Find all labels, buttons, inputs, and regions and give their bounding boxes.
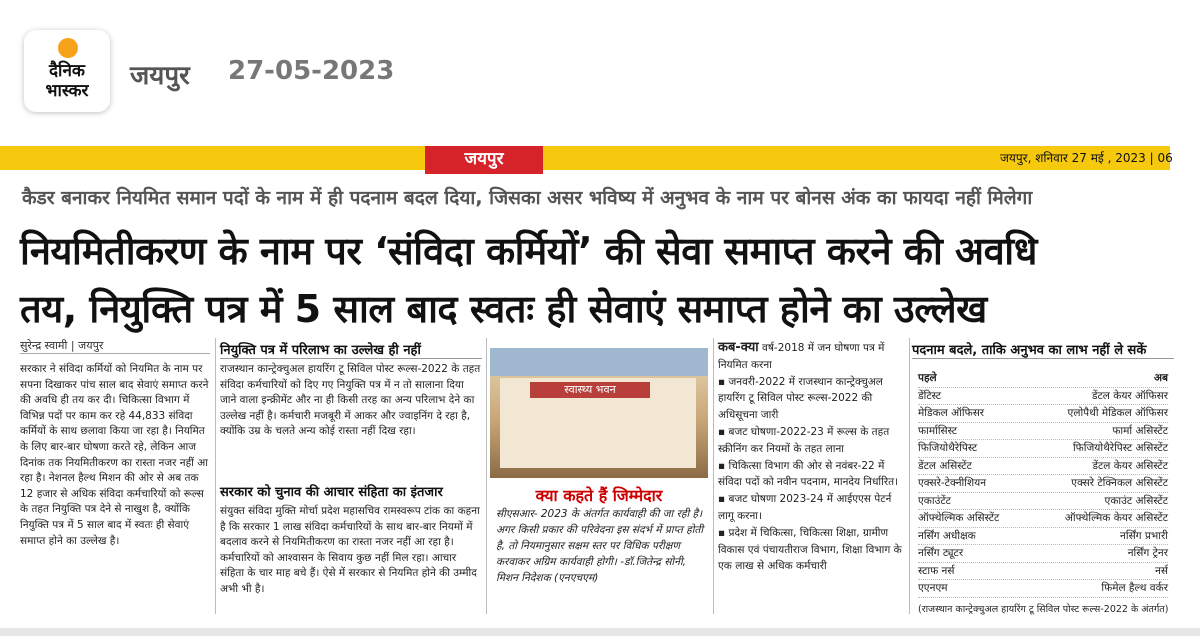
designation-before: एकाउंटेंट xyxy=(918,494,951,507)
timeline-item: चिकित्सा विभाग की ओर से नवंबर-22 में संविदा पदों को नवीन पदनाम, मानदेय निर्धारित। xyxy=(718,459,899,489)
table-header xyxy=(918,370,1168,388)
header-after: अब xyxy=(1153,372,1168,384)
table-row xyxy=(918,475,1168,493)
designation-after: फिजियोथैरेपिस्ट असिस्टेंट xyxy=(1072,442,1168,454)
column-divider xyxy=(909,338,910,614)
edition-date: 27-05-2023 xyxy=(228,56,395,86)
timeline-item: बजट घोषणा-2022-23 में रूल्स के तहत स्क्रीनिंग कर नियमों के तहत लाना xyxy=(718,425,890,455)
subhead-code-of-conduct: सरकार को चुनाव की आचार संहिता का इंतजार xyxy=(220,485,443,500)
table-note: (राजस्थान कान्ट्रेक्चुअल हायरिंग टू सिविल पोस्ट रूल्स-2022 के अंतर्गत) xyxy=(918,603,1169,615)
table-row xyxy=(918,458,1168,476)
designation-before: फार्मासिस्ट xyxy=(918,424,958,437)
designation-after: नर्सिंग प्रभारी xyxy=(1120,529,1168,542)
article-column-2b: संयुक्त संविदा मुक्ति मोर्चा प्रदेश महासचिव रामस्वरूप टांक का कहना है कि सरकार 1 लाख संविदा कर्मचारियों के साथ बार-बार नियमों में बदलाव करने से नियमितीकरण का रास्ता नजर नहीं आ रहा है। कर्मचारियों को आश्वासन के सिवाय कुछ नहीं मिल रहा। आचार संहिता के चार माह बचे हैं। ऐसे में सरकार से नियमित होने की उम्मीद अभी भी है। xyxy=(220,505,480,595)
timeline-item: जनवरी-2022 में राजस्थान कान्ट्रेक्चुअल हायरिंग टू सिविल पोस्ट रूल्स-2022 की अधिसूचना जारी xyxy=(718,375,883,422)
article-kicker: कैडर बनाकर नियमित समान पदों के नाम में ही पदनाम बदल दिया, जिसका असर भविष्य में अनुभव के नाम पर बोनस अंक का फायदा नहीं मिलेगा xyxy=(22,187,1033,209)
designation-after: फार्मा असिस्टेंट xyxy=(1112,424,1168,437)
designation-after: ऑफ्थेल्मिक केयर असिस्टेंट xyxy=(1064,512,1168,524)
app-header xyxy=(0,0,1200,138)
designation-after: एकाउंट असिस्टेंट xyxy=(1104,494,1168,507)
designation-after: एक्सरे टेक्निकल असिस्टेंट xyxy=(1071,477,1168,489)
column-divider xyxy=(713,338,714,614)
column-divider xyxy=(215,338,216,614)
timeline-title: कब-क्या xyxy=(718,340,759,355)
designation-before: ऑफ्थेल्मिक असिस्टेंट xyxy=(918,512,1000,524)
subhead-benefits: नियुक्ति पत्र में परिलाभ का उल्लेख ही नहीं xyxy=(220,340,482,359)
table-row xyxy=(918,423,1168,441)
building-sign: स्वास्थ्य भवन xyxy=(530,382,650,398)
table-row xyxy=(918,545,1168,563)
designation-before: डेंटल असिस्टेंट xyxy=(918,459,972,472)
page-edge xyxy=(0,628,1200,636)
table-row xyxy=(918,493,1168,511)
designation-before: फिजियोथैरेपिस्ट xyxy=(918,442,978,454)
table-row xyxy=(918,528,1168,546)
table-row xyxy=(918,440,1168,458)
designation-after: डेंटल केयर ऑफिसर xyxy=(1091,389,1168,402)
designation-table xyxy=(918,370,1168,618)
timeline-item: प्रदेश में चिकित्सा, चिकित्सा शिक्षा, ग्रामीण विकास एवं पंचायतीराज विभाग, शिक्षा विभाग के एक लाख से अधिक कर्मचारी xyxy=(718,526,902,573)
designation-after: नर्स xyxy=(1155,564,1168,577)
table-row xyxy=(918,580,1168,598)
logo-line1: दैनिक xyxy=(49,61,85,81)
header-before: पहले xyxy=(918,372,937,384)
designation-before: एएनएम xyxy=(918,582,948,594)
column-divider xyxy=(486,338,487,614)
article-column-2a: राजस्थान कान्ट्रेक्चुअल हायरिंग टू सिविल पोस्ट रूल्स-2022 के तहत संविदा कर्मचारियों को दिए गए नियुक्ति पत्र में न तो सालाना दिया जाने वाला इन्क्रीमेंट और ना ही किसी तरह का अन्य परिलाभ देने का उल्लेख नहीं है। कर्मचारी मजबूरी में आकर और ज्वाइनिंग दे रहा है, क्योंकि उम्र के चलते अन्य कोई रास्ता नहीं दिख रहा। xyxy=(220,363,481,438)
logo-line2: भास्कर xyxy=(45,81,89,101)
designation-before: एक्सरे-टेक्नीशियन xyxy=(918,477,987,489)
timeline-item: बजट घोषणा 2023-24 में आईएएस पेटर्न लागू करना। xyxy=(718,493,892,522)
byline: सुरेन्द्र स्वामी | जयपुर xyxy=(20,338,210,354)
section-tag: जयपुर xyxy=(425,146,543,174)
designation-table-title: पदनाम बदले, ताकि अनुभव का लाभ नहीं ले सकें xyxy=(912,340,1174,359)
responsible-quote: सीएसआर- 2023 के अंतर्गत कार्यवाही की जा रही है। अगर किसी प्रकार की परिवेदना इस संदर्भ में प्राप्त होती है, तो नियमानुसार सक्षम स्तर पर विधिक परीक्षण करवाकर अग्रिम कार्यवाही होगी। -डॉ.जितेन्द्र सोनी, मिशन निदेशक (एनएचएम) xyxy=(496,508,704,584)
designation-after: एलोपैथी मेडिकल ऑफिसर xyxy=(1067,407,1168,419)
table-row xyxy=(918,563,1168,581)
headline-line2: तय, नियुक्ति पत्र में 5 साल बाद स्वतः ही सेवाएं समाप्त होने का उल्लेख xyxy=(20,287,987,331)
timeline-item: वर्ष-2018 में जन घोषणा पत्र में नियमित करना xyxy=(718,342,885,371)
table-row xyxy=(918,510,1168,528)
designation-after: डेंटल केयर असिस्टेंट xyxy=(1092,459,1168,472)
timeline-box: कब-क्या वर्ष-2018 में जन घोषणा पत्र में नियमित करना ▪ जनवरी-2022 में राजस्थान कान्ट्रेक्चुअल हायरिंग टू सिविल पोस्ट रूल्स-2022 की अधिसूचना जारी ▪ बजट घोषणा-2022-23 में रूल्स के तहत स्क्रीनिंग कर नियमों के तहत लाना ▪ चिकित्सा विभाग की ओर से नवंबर-22 में संविदा पदों को नवीन पदनाम, मानदेय निर्धारित। ▪ बजट घोषणा 2023-24 में आईएएस पेटर्न लागू करना। ▪ प्रदेश में चिकित्सा, चिकित्सा शिक्षा, ग्रामीण विकास एवं पंचायतीराज विभाग, शिक्षा विभाग के एक लाख से अधिक कर्मचारी xyxy=(718,340,902,573)
health-building-photo xyxy=(490,348,708,478)
dainik-bhaskar-logo[interactable] xyxy=(24,30,110,112)
table-row xyxy=(918,388,1168,406)
designation-before: मेडिकल ऑफिसर xyxy=(918,407,985,419)
article-column-1: सरकार ने संविदा कर्मियों को नियमित के नाम पर सपना दिखाकर पांच साल बाद सेवाएं समाप्त करने की अवधि ही तय कर दी। चिकित्सा विभाग में विभिन्न पदों पर काम कर रहे 44,833 संविदा कर्मियों के साथ छलावा किया जा रहा है। नियमित के लिए बार-बार घोषणा करते रहे, लेकिन आज दिनांक तक नियमितीकरण का रास्ता नजर नहीं आ रहा है। नेशनल हैल्थ मिशन की ओर से अब तक 12 हजार से अधिक संविदा कर्मचारियों को रूल्स के तहत नियुक्ति पत्र देने से नाखुश है, क्योंकि नियुक्ति पत्र में 5 साल बाद में स्वतः ही सेवाएं समाप्त होने का उल्लेख है। xyxy=(20,363,209,547)
designation-after: नर्सिंग ट्रेनर xyxy=(1127,547,1168,559)
designation-before: नर्सिंग ट्यूटर xyxy=(918,547,964,559)
designation-before: डेंटिस्ट xyxy=(918,389,942,402)
page-strip xyxy=(0,146,1170,170)
page-info: जयपुर, शनिवार 27 मई , 2023 | 06 xyxy=(1000,151,1173,165)
designation-before: नर्सिंग अधीक्षक xyxy=(918,529,976,542)
table-row xyxy=(918,405,1168,423)
sun-icon xyxy=(58,38,78,58)
designation-after: फिमेल हैल्थ वर्कर xyxy=(1101,582,1168,594)
edition-city: जयपुर xyxy=(130,61,190,91)
sky xyxy=(490,348,708,376)
designation-before: स्टाफ नर्स xyxy=(918,564,955,577)
responsible-title: क्या कहते हैं जिम्मेदार xyxy=(535,486,663,505)
headline-line1: नियमितीकरण के नाम पर ‘संविदा कर्मियों’ की सेवा समाप्त करने की अवधि xyxy=(20,229,1037,273)
